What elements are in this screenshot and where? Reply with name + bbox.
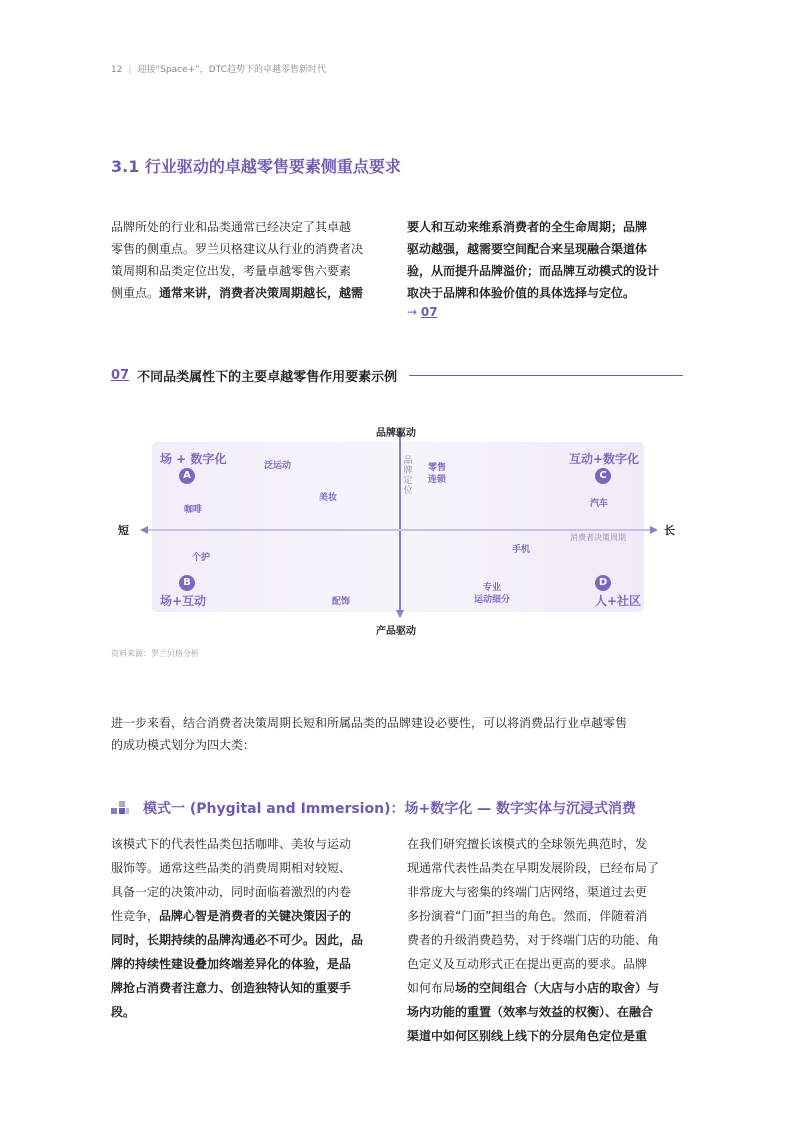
figure-title-row — [111, 366, 683, 385]
y-axis-name: 品牌定位 — [403, 456, 413, 496]
figure-reference-link[interactable] — [407, 301, 438, 323]
arrow-right-icon: → — [407, 305, 418, 319]
mode-one-right-line: 在我们研究擅长该模式的全球领先典范时，发 — [407, 837, 648, 851]
axis-label-bottom: 产品驱动 — [376, 626, 416, 637]
intro-left-plain: 侧重点。 — [111, 286, 160, 300]
quadrant-label-b: 场+互动 — [160, 594, 207, 608]
intro-left-bold: 通常来讲，消费者决策周期越长，越需 — [159, 286, 364, 300]
mode-one-left-bold: 品牌心智是消费者的关键决策因子的 — [159, 909, 352, 923]
intro-right-line: 驱动越强，越需要空间配合来呈现融合渠道体 — [407, 242, 648, 256]
vertical-axis — [399, 432, 401, 617]
intro-left-line: 零售的侧重点。罗兰贝格建议从行业的消费者决 — [111, 242, 364, 256]
figure-source: 资料来源：罗兰贝格分析 — [111, 649, 199, 658]
figure-reference-number[interactable]: 07 — [420, 305, 438, 319]
axis-label-left: 短 — [118, 524, 129, 537]
chart-item-beauty: 美妆 — [319, 493, 338, 503]
mode-one-right-line: 现通常代表性品类在早期发展阶段，已经布局了 — [407, 861, 660, 875]
mode-one-right-bold: 场的空间组合（大店与小店的取舍）与 — [455, 981, 660, 995]
quadrant-label-c: 互动+数字化 — [569, 452, 640, 466]
quadrant-badge-b: B — [179, 575, 195, 591]
transition-paragraph — [111, 712, 686, 756]
figure-title: 不同品类属性下的主要卓越零售作用要素示例 — [137, 370, 398, 385]
chart-item-pan-sport: 泛运动 — [264, 461, 292, 471]
mode-one-title: 模式一 (Phygital and Immersion)：场+数字化 — 数字实体与沉浸式消费 — [143, 801, 636, 817]
quadrant-badge-a: A — [179, 468, 195, 484]
pixel-blocks-icon — [111, 801, 129, 815]
mode-one-left-plain: 性竞争， — [111, 909, 160, 923]
intro-left-line: 策周期和品类定位出发，考量卓越零售六要素 — [111, 264, 352, 278]
chart-background — [152, 442, 644, 612]
chart-item-auto: 汽车 — [590, 499, 609, 509]
mode-one-right-line: 多扮演着“门面”担当的角色。然而，伴随着消 — [407, 909, 648, 923]
mode-one-left-line: 该模式下的代表性品类包括咖啡、美妆与运动 — [111, 837, 352, 851]
header-title: 迎接“Space+”，DTC趋势下的卓越零售新时代 — [137, 65, 326, 75]
mode-one-right-line: 渠道中如何区别线上线下的分层角色定位是重 — [407, 1029, 648, 1043]
mode-one-left-line: 牌的持续性建设叠加终端差异化的体验，是品 — [111, 957, 352, 971]
section-title: 3.1 行业驱动的卓越零售要素侧重点要求 — [111, 157, 401, 176]
mode-one-left-line: 段。 — [111, 1005, 136, 1019]
mode-one-right-line — [407, 976, 687, 1000]
x-axis-name: 消费者决策周期 — [570, 533, 626, 542]
mode-one-left-line — [111, 904, 391, 928]
arrow-right-icon — [650, 526, 658, 534]
quadrant-badge-d: D — [595, 575, 611, 591]
horizontal-axis — [148, 529, 650, 531]
chart-item-phone: 手机 — [512, 545, 531, 555]
header-separator: | — [128, 65, 132, 75]
mode-one-left-line: 同时，长期持续的品牌沟通必不可少。因此，品 — [111, 933, 364, 947]
mode-one-right-line: 场内功能的重置（效率与效益的权衡）、在融合 — [407, 1005, 654, 1019]
intro-left-column — [111, 216, 391, 304]
transition-line: 的成功模式划分为四大类： — [111, 738, 256, 752]
mode-one-right-plain: 如何布局 — [407, 981, 456, 995]
transition-line: 进一步来看，结合消费者决策周期长短和所属品类的品牌建设必要性，可以将消费品行业卓越零售 — [111, 716, 628, 730]
chart-item-accessories: 配饰 — [332, 597, 351, 607]
mode-one-right-line: 色定义及互动形式正在提出更高的要求。品牌 — [407, 957, 648, 971]
mode-one-right-line: 非常庞大与密集的终端门店网络，渠道过去更 — [407, 885, 648, 899]
intro-right-line: 取决于品牌和体验价值的具体选择与定位。 — [407, 286, 636, 300]
chart-item-pro-sport: 专业 运动细分 — [473, 583, 510, 605]
intro-right-line: 验，从而提升品牌溢价；而品牌互动模式的设计 — [407, 264, 660, 278]
intro-left-line: 品牌所处的行业和品类通常已经决定了其卓越 — [111, 220, 352, 234]
mode-one-left-line: 牌抢占消费者注意力、创造独特认知的重要手 — [111, 981, 352, 995]
chart-item-retail-chain: 零售 连锁 — [428, 463, 447, 485]
quadrant-badge-c: C — [595, 468, 611, 484]
mode-one-left-column — [111, 832, 391, 1024]
figure-title-rule — [409, 375, 683, 376]
mode-one-right-line: 费者的升级消费趋势，对于终端门店的功能、角 — [407, 933, 660, 947]
mode-one-heading — [111, 798, 636, 818]
intro-right-column — [407, 216, 687, 304]
figure-number: 07 — [111, 368, 130, 383]
mode-one-right-column — [407, 832, 687, 1048]
axis-label-top: 品牌驱动 — [376, 428, 416, 439]
page-number: 12 — [111, 65, 123, 75]
quadrant-label-a: 场 + 数字化 — [160, 452, 227, 466]
axis-label-right: 长 — [664, 524, 675, 537]
intro-right-line: 要人和互动来维系消费者的全生命周期；品牌 — [407, 220, 648, 234]
chart-item-personal-care: 个护 — [192, 553, 211, 563]
arrow-left-icon — [140, 526, 148, 534]
mode-one-left-line: 具备一定的决策冲动，同时面临着激烈的内卷 — [111, 885, 352, 899]
running-header — [111, 62, 326, 75]
chart-item-coffee: 咖啡 — [184, 505, 203, 515]
intro-left-line — [111, 282, 391, 304]
quadrant-label-d: 人+社区 — [595, 594, 642, 608]
mode-one-left-line: 服饰等。通常这些品类的消费周期相对较短、 — [111, 861, 352, 875]
arrow-down-icon — [396, 610, 404, 618]
